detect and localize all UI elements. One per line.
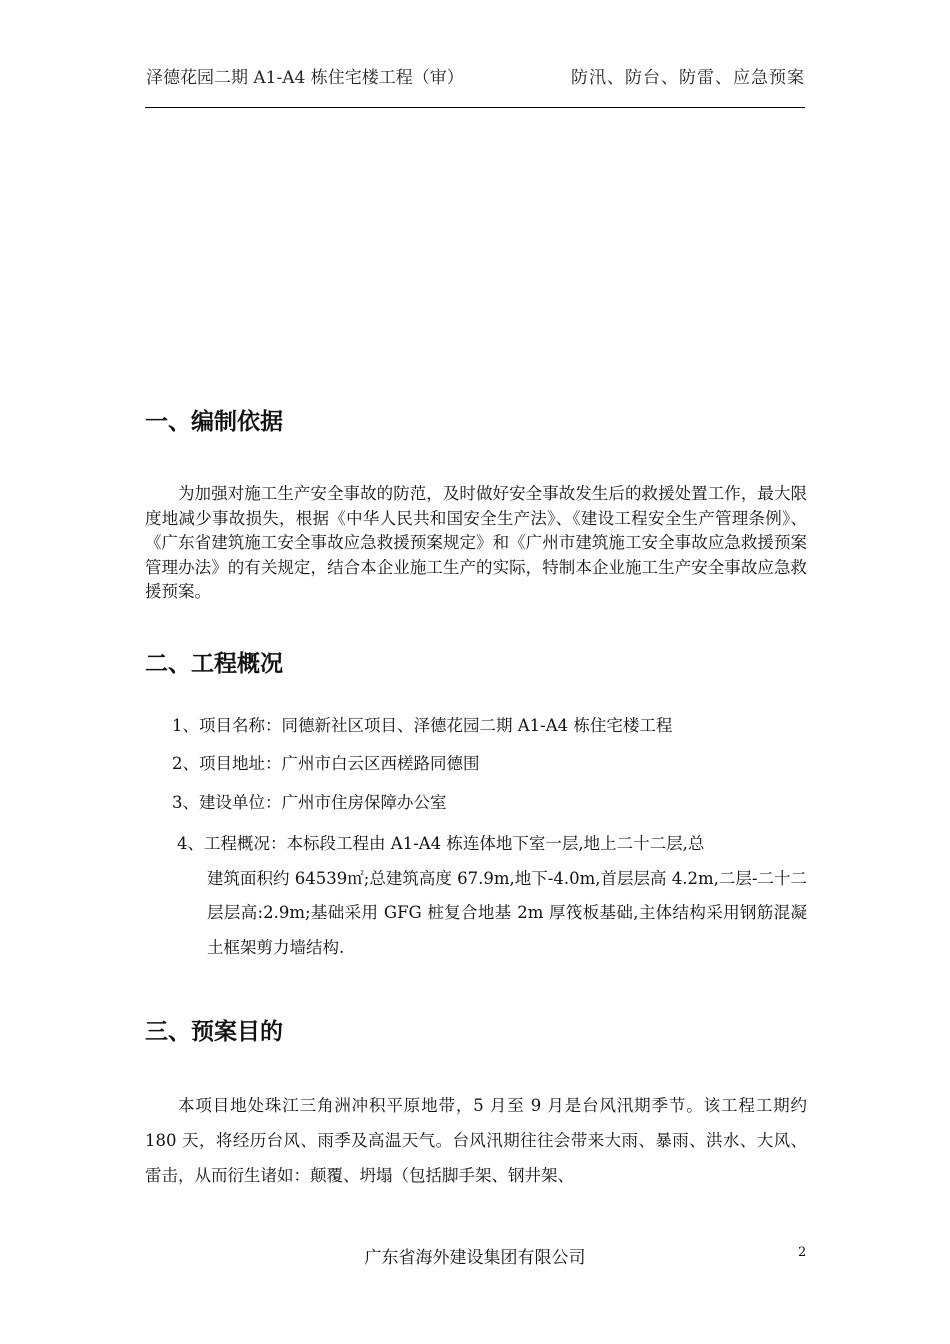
section-body-basis: 为加强对施工生产安全事故的防范，及时做好安全事故发生后的救援处置工作，最大限度地减少事故损失，根据《中华人民共和国安全生产法》、《建设工程安全生产管理条例》、《广东省建筑施工安全事故应急救援预案规定》和《广州市建筑施工安全事故应急救援预案管理办法》的有关规定，结合本企业施工生产的实际，特制本企业施工生产安全事故应急救援预案。	[145, 484, 807, 601]
page-number: 2	[798, 1245, 807, 1260]
list-item-overview-continuation: 建筑面积约 64539㎡;总建筑高度 67.9m,地下-4.0m,首层层高 4.2m,二层-二十二层层高:2.9m;基础采用 GFG 桩复合地基 2m 厚筏板基础,主体结构采用钢筋混凝土框架剪力墙结构.	[207, 868, 807, 957]
list-item-overview	[177, 827, 807, 965]
list-item: 3、建设单位：广州市住房保障办公室	[172, 793, 447, 812]
footer-company: 广东省海外建设集团有限公司	[364, 1248, 586, 1268]
list-item: 2、项目地址：广州市白云区西槎路同德围	[172, 754, 480, 773]
section-heading-purpose: 三、预案目的	[145, 1019, 283, 1045]
section-body-purpose: 本项目地处珠江三角洲冲积平原地带，5 月至 9 月是台风汛期季节。该工程工期约 180 天，将经历台风、雨季及高温天气。台风汛期往往会带来大雨、暴雨、洪水、大风、雷击，从而衍生诸如：颠覆、坍塌（包括脚手架、钢井架、	[145, 1096, 807, 1185]
section-heading-basis: 一、编制依据	[145, 409, 283, 435]
header-divider	[145, 107, 805, 108]
list-item: 1、项目名称：同德新社区项目、泽德花园二期 A1-A4 栋住宅楼工程	[172, 716, 673, 735]
header-document-title: 防汛、防台、防雷、应急预案	[571, 68, 805, 88]
header-project-title: 泽德花园二期 A1-A4 栋住宅楼工程（审）	[146, 68, 464, 88]
list-item-overview-lead: 4、工程概况：本标段工程由 A1-A4 栋连体地下室一层,地上二十二层,总	[177, 834, 705, 853]
section-heading-overview: 二、工程概况	[145, 651, 283, 677]
